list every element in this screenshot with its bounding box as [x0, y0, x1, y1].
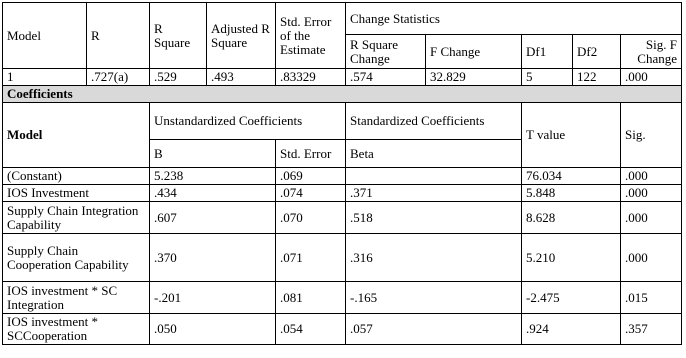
summary-cell: .529	[150, 69, 207, 86]
coefficients-title-row	[3, 86, 682, 103]
coef-t-cell: 5.848	[522, 185, 621, 202]
sig-f-change-header: Sig. F Change	[621, 35, 682, 69]
coef-sig-cell: .000	[621, 185, 682, 202]
summary-model-header: Model	[3, 3, 87, 69]
coef-model-header: Model	[3, 103, 150, 168]
standardized-header: Standardized Coefficients	[346, 103, 522, 140]
summary-cell: .83329	[276, 69, 346, 86]
coef-model-cell: IOS Investment	[3, 185, 150, 202]
summary-r-square-header: R Square	[150, 3, 207, 69]
b-header: B	[150, 140, 276, 168]
coef-b-cell: .607	[150, 202, 276, 234]
summary-adjusted-r-square-header: Adjusted R Square	[207, 3, 276, 69]
coef-t-cell: 5.210	[522, 234, 621, 282]
coef-t-cell: 76.034	[522, 168, 621, 185]
table-row	[3, 314, 682, 345]
table-row	[3, 202, 682, 234]
df1-header: Df1	[522, 35, 573, 69]
summary-cell: .727(a)	[87, 69, 150, 86]
std-error-header: Std. Error	[276, 140, 346, 168]
coef-model-cell: IOS investment * SCCooperation	[3, 314, 150, 345]
summary-cell: 5	[522, 69, 573, 86]
r-square-change-header: R Square Change	[346, 35, 426, 69]
coef-b-cell: -.201	[150, 282, 276, 314]
summary-data-row	[3, 69, 682, 86]
coef-sig-cell: .000	[621, 234, 682, 282]
coef-sig-cell: .000	[621, 202, 682, 234]
summary-r-header: R	[87, 3, 150, 69]
coefficients-header-row	[3, 103, 682, 140]
coef-model-cell: (Constant)	[3, 168, 150, 185]
coef-beta-cell: .316	[346, 234, 522, 282]
sig-header: Sig.	[621, 103, 682, 168]
coef-beta-cell	[346, 168, 522, 185]
table-row	[3, 185, 682, 202]
coef-se-cell: .081	[276, 282, 346, 314]
coef-se-cell: .074	[276, 185, 346, 202]
summary-cell: 1	[3, 69, 87, 86]
coef-sig-cell: .000	[621, 168, 682, 185]
summary-cell: .000	[621, 69, 682, 86]
table-row	[3, 282, 682, 314]
change-statistics-header: Change Statistics	[346, 3, 682, 35]
unstandardized-header: Unstandardized Coefficients	[150, 103, 346, 140]
summary-cell: 32.829	[426, 69, 522, 86]
coef-b-cell: .050	[150, 314, 276, 345]
summary-std-error-header: Std. Error of the Estimate	[276, 3, 346, 69]
coef-model-cell: Supply Chain Cooperation Capability	[3, 234, 150, 282]
summary-cell: 122	[573, 69, 621, 86]
f-change-header: F Change	[426, 35, 522, 69]
coef-t-cell: .924	[522, 314, 621, 345]
coef-t-cell: -2.475	[522, 282, 621, 314]
coef-beta-cell: .518	[346, 202, 522, 234]
summary-header-row	[3, 3, 682, 35]
coef-se-cell: .054	[276, 314, 346, 345]
coef-se-cell: .071	[276, 234, 346, 282]
coef-sig-cell: .015	[621, 282, 682, 314]
coefficients-section-title: Coefficients	[3, 86, 682, 103]
coef-beta-cell: -.165	[346, 282, 522, 314]
coef-se-cell: .069	[276, 168, 346, 185]
df2-header: Df2	[573, 35, 621, 69]
table-row	[3, 234, 682, 282]
summary-cell: .493	[207, 69, 276, 86]
coef-b-cell: 5.238	[150, 168, 276, 185]
coef-t-cell: 8.628	[522, 202, 621, 234]
coef-model-cell: IOS investment * SC Integration	[3, 282, 150, 314]
coef-sig-cell: .357	[621, 314, 682, 345]
beta-header: Beta	[346, 140, 522, 168]
regression-table	[2, 2, 682, 345]
coef-se-cell: .070	[276, 202, 346, 234]
coef-b-cell: .434	[150, 185, 276, 202]
coef-beta-cell: .371	[346, 185, 522, 202]
summary-cell: .574	[346, 69, 426, 86]
table-row	[3, 168, 682, 185]
t-value-header: T value	[522, 103, 621, 168]
coef-b-cell: .370	[150, 234, 276, 282]
coef-beta-cell: .057	[346, 314, 522, 345]
coef-model-cell: Supply Chain Integration Capability	[3, 202, 150, 234]
